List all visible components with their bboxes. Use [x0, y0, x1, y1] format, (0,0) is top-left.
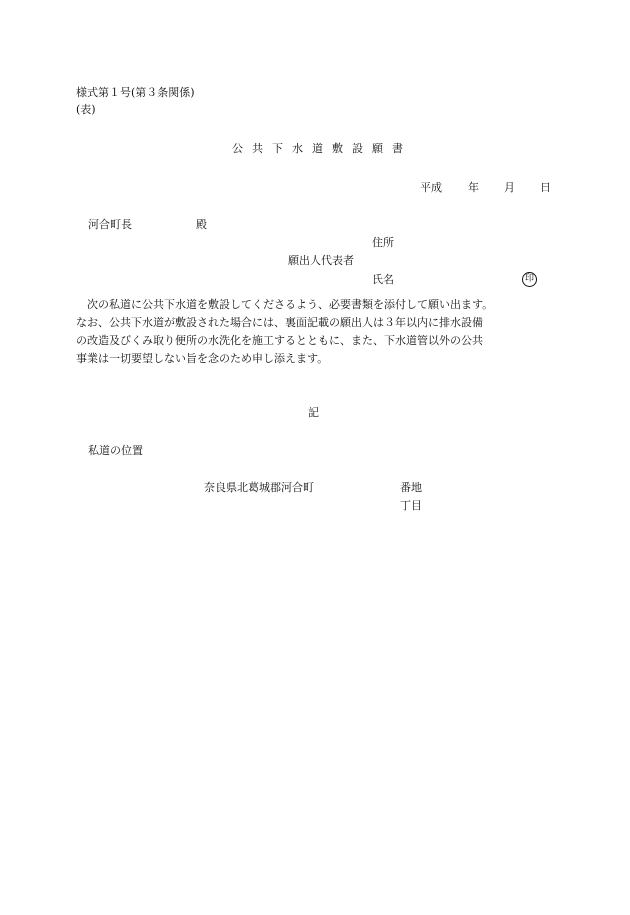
paragraph-line: 事業は一切要望しない旨を念のため申し添えます。: [76, 352, 329, 365]
addressee-name: 河合町長: [88, 218, 132, 231]
date-day: 日: [540, 181, 551, 194]
request-paragraph: [76, 296, 558, 368]
ki-heading: 記: [308, 406, 319, 419]
applicant-role-label: 願出人代表者: [288, 254, 354, 267]
location-banchi: 番地: [400, 481, 422, 494]
paragraph-line: 次の私道に公共下水道を敷設してくださるよう、必要書類を添付して願い出ます。: [76, 298, 494, 311]
date-month: 月: [504, 181, 515, 194]
location-chome: 丁目: [400, 499, 422, 512]
date-year: 年: [468, 181, 479, 194]
form-side-label: (表): [76, 103, 96, 116]
paragraph-line: の改造及びくみ取り便所の水洗化を施工するとともに、また、下水道管以外の公共: [76, 334, 483, 347]
addressee-honorific: 殿: [196, 218, 207, 231]
paragraph-line: なお、公共下水道が敷設された場合には、裏面記載の願出人は３年以内に排水設備: [76, 316, 483, 329]
seal-mark: 印: [522, 272, 537, 287]
name-label: 氏名: [372, 273, 394, 286]
location-label: 私道の位置: [88, 444, 143, 457]
date-era: 平成: [420, 181, 442, 194]
form-number: 様式第１号(第３条関係): [76, 86, 195, 99]
location-place: 奈良県北葛城郡河合町: [204, 481, 314, 494]
page-title: 公共下水道敷設願書: [232, 142, 412, 155]
address-label: 住所: [372, 236, 394, 249]
